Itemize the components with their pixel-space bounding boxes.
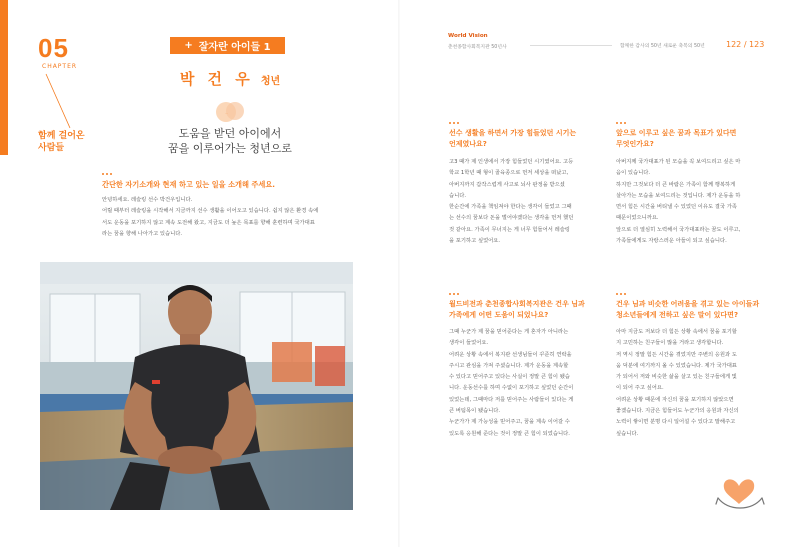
message-line: 노력이 쌓이면 분명 다시 일어설 수 있다고 말해주고	[616, 419, 736, 426]
side-title-line2: 사람들	[38, 143, 65, 153]
help-line: 큰 버팀목이 됐습니다.	[449, 408, 501, 415]
message-line: 싶습니다.	[616, 430, 639, 437]
message-line: 이 되어 주고 싶어요.	[616, 385, 664, 392]
intro-answer	[102, 195, 362, 240]
dream-line: 때문이었으니까요.	[616, 215, 659, 222]
message-answer	[616, 327, 768, 440]
hardest-line: 학교 1학년 때 형이 골육종으로 먼저 세상을 떠났고,	[449, 170, 569, 177]
message-line: 어려운 상황 때문에 자신의 꿈을 포기하지 않았으면	[616, 396, 734, 403]
message-line: 저 역시 정말 힘든 시간을 겪었지만 주변의 응원과 도	[616, 351, 737, 358]
hardest-line: 습니다.	[449, 192, 467, 199]
subtitle-line2: 꿈을 이루어가는 청년으로	[168, 142, 292, 155]
hardest-line: 한순간에 가족을 책임져야 한다는 생각이 들었고 그때	[449, 204, 572, 211]
hardest-line: 것 같아요. 가족이 무너지는 게 너무 힘들어서 레슬링	[449, 226, 570, 233]
subtitle-line1: 도움을 받던 아이에서	[178, 127, 282, 140]
intro-question: 간단한 자기소개와 현재 하고 있는 일을 소개해 주세요.	[102, 180, 275, 189]
message-line: 아마 지금도 저보다 더 힘든 상황 속에서 꿈을 포기할	[616, 329, 737, 335]
help-answer	[449, 327, 599, 440]
help-question	[449, 299, 585, 321]
decorative-circles-icon	[213, 100, 249, 124]
banner-text: 잘자란 아이들 1	[198, 42, 271, 53]
dream-line: 가족들에게도 자랑스러운 아들이 되고 싶습니다.	[616, 238, 727, 245]
hardest-answer	[449, 157, 599, 247]
help-line: 주시고 관심을 가져 주셨습니다. 제가 운동을 계속할	[449, 362, 569, 369]
help-line: 누군가가 제 가능성을 믿어주고, 꿈을 계속 이어갈 수	[449, 419, 570, 426]
dream-line: 살아가는 모습을 보여드리는 것입니다. 제가 운동을 하	[616, 192, 741, 199]
section-dots	[616, 122, 626, 124]
help-question-line2: 가족에게 어떤 도움이 되었나요?	[449, 311, 549, 319]
person-name-line	[160, 68, 300, 89]
hardest-line: 을 포기하고 싶었어요.	[449, 238, 501, 245]
section-banner	[170, 37, 285, 54]
hardest-line: 아버지까지 갑작스럽게 사고로 뇌사 판정을 받으셨	[449, 181, 565, 188]
dream-question-line1: 앞으로 이루고 싶은 꿈과 목표가 있다면	[616, 129, 737, 137]
dream-line: 면서 힘든 시간을 버티낼 수 있었던 이유도 결국 가족	[616, 204, 737, 211]
intro-line: 어릴 때부터 레슬링을 시작해서 지금까지 선수 생활을 이어오고 있습니다. 쉽지 않은 환경 속에	[102, 208, 319, 215]
message-line: 움 덕분에 여기까지 올 수 있었습니다. 제가 국가대표	[616, 362, 737, 369]
dream-line: 하지만 그것보다 더 큰 바람은 가족이 함께 행복하게	[616, 181, 736, 188]
section-dots	[102, 173, 112, 175]
header-tagline: 함께한 감사의 50년 새로운 축복의 50년	[620, 44, 705, 49]
dream-question	[616, 128, 736, 150]
hardest-line: 는 선수의 꿈보다 돈을 벌어야겠다는 생각을 먼저 했던	[449, 215, 574, 222]
person-name: 박 건 우	[179, 70, 254, 88]
interview-subtitle	[140, 126, 320, 156]
header-rule	[530, 45, 612, 46]
help-line: 생각이 들었어요.	[449, 340, 489, 347]
intro-line: 서도 운동을 포기하지 않고 계속 도전해 왔고, 지금도 더 높은 목표를 향해 훈련하며 국가대표	[102, 219, 315, 226]
chapter-divider-line	[44, 72, 104, 132]
svg-text:···: ···	[225, 111, 228, 115]
world-vision-logo: World Vision	[448, 33, 488, 39]
chapter-side-title	[38, 130, 85, 154]
section-dots	[616, 293, 626, 295]
chapter-number: 05	[38, 33, 69, 63]
message-line: 지 고민하는 친구들이 많을 거라고 생각합니다.	[616, 340, 724, 347]
help-line: 있었는데, 그때마다 저를 믿어주는 사람들이 있다는 게	[449, 396, 574, 403]
header-org-title: 춘천종합사회복지관 50년사	[448, 45, 507, 50]
help-line: 있도록 응원해 준다는 것이 정말 큰 힘이 되었습니다.	[449, 430, 570, 437]
heart-hand-icon	[712, 468, 766, 514]
hardest-question	[449, 128, 576, 150]
dream-line: 음이 있습니다.	[616, 170, 651, 177]
dream-line: 아버지께 국가대표가 된 모습을 꼭 보여드리고 싶은 마	[616, 159, 741, 165]
chapter-label: CHAPTER	[42, 63, 78, 70]
intro-line: 라는 꿈을 향해 나아가고 있습니다.	[102, 230, 183, 237]
message-line: 가 되어서 저와 비슷한 삶을 살고 있는 친구들에게 빛	[616, 374, 737, 381]
plus-icon: +	[184, 40, 193, 51]
message-question	[616, 299, 759, 321]
intro-line: 안녕하세요. 레슬링 선수 박건우입니다.	[102, 197, 193, 203]
page-numbers: 122 / 123	[726, 40, 765, 49]
hardest-line: 고3 때가 제 인생에서 가장 힘들었던 시기였어요. 고등	[449, 159, 574, 165]
message-question-line2: 청소년들에게 전하고 싶은 말이 있다면?	[616, 311, 739, 319]
right-page	[400, 0, 800, 547]
help-line: 그때 누군가 제 꿈을 믿어준다는 게 혼자가 아니라는	[449, 329, 569, 335]
section-dots	[449, 293, 459, 295]
hardest-question-line1: 선수 생활을 하면서 가장 힘들었던 시기는	[449, 129, 577, 137]
chapter-accent-bar	[0, 0, 8, 155]
help-line: 수 있다고 믿어주고 있다는 사실이 정말 큰 힘이 됐습	[449, 374, 570, 381]
dream-question-line2: 무엇인가요?	[616, 140, 654, 148]
side-title-line1: 함께 걸어온	[38, 131, 85, 141]
message-question-line1: 건우 님과 비슷한 어려움을 겪고 있는 아이들과	[616, 300, 760, 308]
dream-line: 앞으로 더 열심히 노력해서 국가대표라는 꿈도 이루고,	[616, 226, 741, 233]
message-line: 좋겠습니다. 지금은 힘들어도 누군가의 응원과 자신의	[616, 408, 739, 415]
help-line: 어려운 상황 속에서 복지관 선생님들이 꾸준히 연락을	[449, 351, 572, 358]
person-role: 청년	[260, 76, 281, 87]
hardest-question-line2: 언제였나요?	[449, 140, 487, 148]
help-question-line1: 월드비전과 춘천종합사회복지관은 건우 님과	[449, 300, 585, 308]
section-dots	[449, 122, 459, 124]
athlete-photo	[40, 262, 353, 510]
dream-answer	[616, 157, 766, 247]
help-line: 니다. 운동선수를 하며 수없이 포기하고 싶었던 순간이	[449, 385, 574, 392]
